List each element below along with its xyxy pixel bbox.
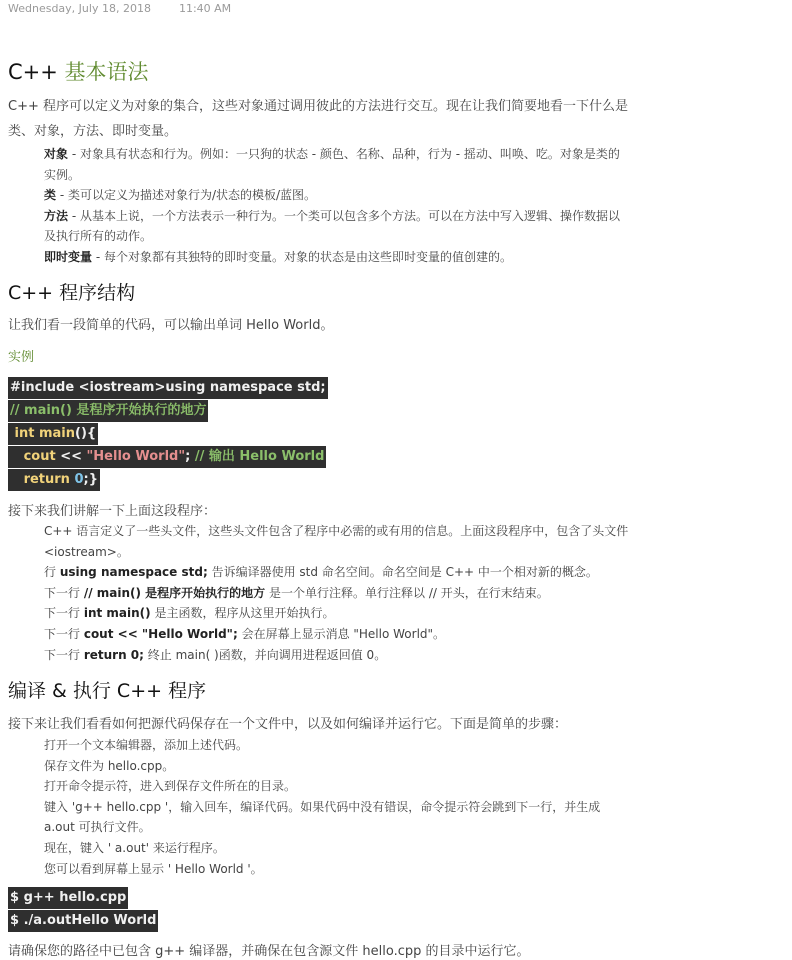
code-punct: ;} (83, 472, 98, 487)
definition-term: 方法 (44, 208, 69, 223)
explain-text: C++ 语言定义了一些头文件，这些头文件包含了程序中必需的或有用的信息。上面这段程序中，包含了头文件 (44, 524, 629, 538)
explain-code: int main() (83, 606, 151, 621)
page-title (8, 56, 149, 86)
explain-item (44, 645, 629, 666)
code-operator: << (55, 449, 87, 464)
explain-text: 下一行 (44, 585, 84, 600)
section-heading-structure: C++ 程序结构 (8, 282, 136, 304)
definition-list (44, 144, 629, 268)
command-line-run: $ ./a.outHello World (8, 910, 158, 932)
compile-note: 请确保您的路径中已包含 g++ 编译器，并确保在包含源文件 hello.cpp 的目录中运行它。 (8, 944, 530, 959)
code-comment: // main() 是程序开始执行的地方 (10, 403, 207, 418)
explain-text: 终止 main( )函数，并向调用进程返回值 0。 (143, 647, 387, 662)
definition-item (44, 247, 629, 268)
step-item: 您可以看到屏幕上显示 ' Hello World '。 (44, 861, 263, 876)
page-title-main: 基本语法 (64, 60, 149, 84)
code-keyword: return (10, 472, 75, 487)
code-line-return (8, 469, 100, 491)
explain-text: 会在屏幕上显示消息 "Hello World"。 (237, 626, 446, 641)
step-item: 保存文件为 hello.cpp。 (44, 758, 175, 773)
step-item: 打开一个文本编辑器，添加上述代码。 (44, 738, 249, 752)
intro-paragraph: C++ 程序可以定义为对象的集合，这些对象通过调用彼此的方法进行交互。现在让我们简要地看一下什么是类、对象，方法、即时变量。 (8, 99, 628, 139)
explain-text: 下一行 (44, 606, 84, 621)
code-keyword: cout (10, 449, 56, 464)
command-line-compile: $ g++ hello.cpp (8, 887, 128, 909)
definition-text: - 类可以定义为描述对象行为/状态的模板/蓝图。 (56, 188, 317, 203)
explain-code: // main() 是程序开始执行的地方 (83, 585, 266, 600)
explain-text: 下一行 (44, 647, 84, 662)
definition-item (44, 185, 629, 206)
definition-item (44, 144, 629, 185)
definition-item (44, 206, 629, 247)
structure-intro: 让我们看一段简单的代码，可以输出单词 Hello World。 (8, 318, 334, 333)
explain-item (44, 562, 629, 583)
explain-list (44, 521, 629, 665)
definition-text: - 对象具有状态和行为。例如：一只狗的状态 - 颜色、名称、品种，行为 - 摇动、叫唤、吃。对象是类的实例。 (44, 147, 620, 182)
command-block (8, 886, 158, 932)
code-line-cout (8, 446, 326, 468)
explain-item (44, 521, 629, 562)
definition-text: - 每个对象都有其独特的即时变量。对象的状态是由这些即时变量的值创建的。 (92, 249, 512, 264)
steps-list (44, 735, 629, 879)
explain-text: 下一行 (44, 626, 84, 641)
step-item: 键入 'g++ hello.cpp '，输入回车，编译代码。如果代码中没有错误，命令提示符会跳到下一行，并生成 a.out 可执行文件。 (44, 799, 601, 835)
explain-text: 是主函数，程序从这里开始执行。 (150, 606, 335, 621)
code-line-main (8, 423, 98, 445)
explain-code: cout << "Hello World"; (83, 626, 238, 641)
explain-text: 告诉编译器使用 std 命名空间。命名空间是 C++ 中一个相对新的概念。 (207, 565, 598, 580)
note-time: 11:40 AM (178, 2, 232, 15)
compile-intro: 接下来让我们看看如何把源代码保存在一个文件中，以及如何编译并运行它。下面是简单的步骤： (8, 717, 568, 732)
explain-item (44, 624, 629, 645)
definition-text: - 从基本上说，一个方法表示一种行为。一个类可以包含多个方法。可以在方法中写入逻辑、操作数据以及执行所有的动作。 (44, 208, 620, 244)
code-comment: // 输出 Hello World (190, 449, 325, 464)
code-line-include: #include <iostream>using namespace std; (8, 377, 328, 399)
explain-text: 行 (44, 565, 60, 580)
code-number: 0 (74, 472, 84, 487)
explain-text: <iostream>。 (44, 544, 129, 559)
definition-term: 对象 (44, 147, 69, 161)
example-label: 实例 (8, 350, 35, 365)
definition-term: 即时变量 (44, 249, 93, 264)
code-string: "Hello World" (86, 449, 186, 464)
explain-text: 是一个单行注释。单行注释以 // 开头，在行末结束。 (265, 585, 549, 600)
explain-code: return 0; (83, 647, 144, 662)
page-title-prefix: C++ (8, 60, 65, 84)
definition-term: 类 (44, 188, 57, 203)
step-item: 打开命令提示符，进入到保存文件所在的目录。 (44, 779, 297, 794)
step-item: 现在，键入 ' a.out' 来运行程序。 (44, 840, 225, 855)
explain-code: using namespace std; (59, 565, 208, 580)
code-keyword: int main (10, 426, 76, 441)
code-block (8, 376, 328, 491)
code-line-comment (8, 400, 208, 422)
note-meta (8, 2, 231, 15)
code-punct: ; (185, 449, 191, 464)
explain-item (44, 583, 629, 604)
section-heading-compile: 编译 & 执行 C++ 程序 (8, 680, 207, 702)
explain-intro: 接下来我们讲解一下上面这段程序： (8, 504, 217, 519)
note-date: Wednesday, July 18, 2018 (8, 2, 151, 15)
code-punct: (){ (75, 426, 97, 441)
explain-item (44, 603, 629, 624)
